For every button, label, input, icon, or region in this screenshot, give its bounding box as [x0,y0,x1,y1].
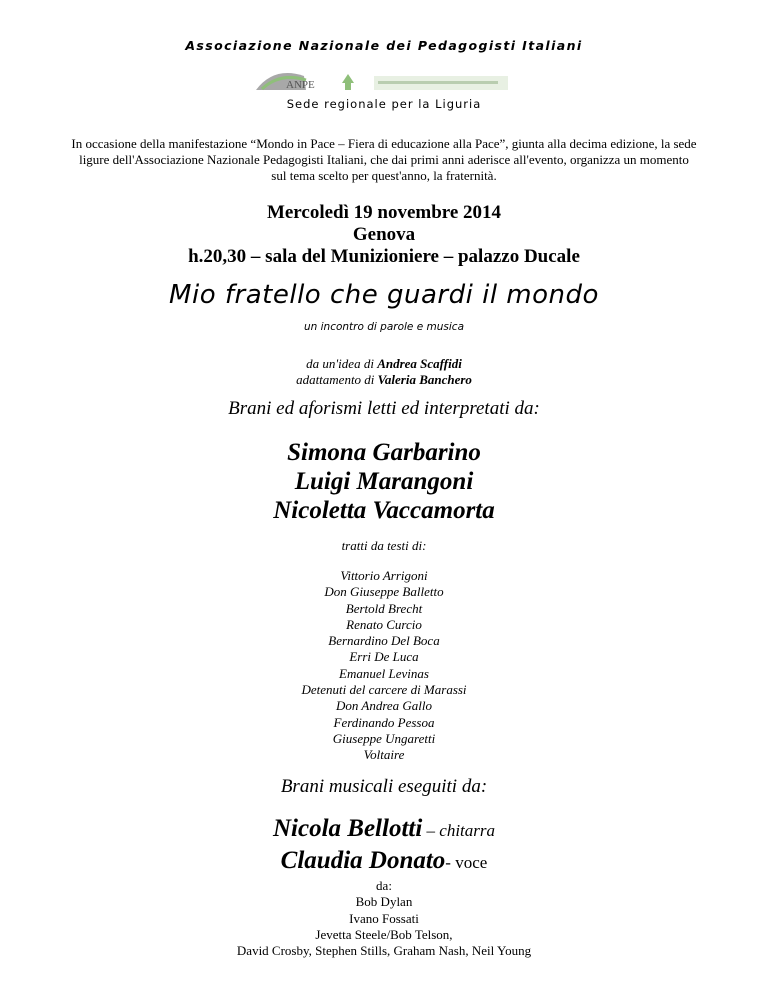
authors-list [0,568,768,764]
music-heading: Brani musicali eseguiti da: [280,776,488,797]
reader-name: Luigi Marangoni [294,468,474,495]
sources-heading: tratti da testi di: [341,538,427,553]
song-artist: David Crosby, Stephen Stills, Graham Nash, Neil Young [236,943,532,959]
author-name: Emanuel Levinas [339,665,429,681]
logo-text: ANPE [286,79,315,91]
song-artist: Jevetta Steele/Bob Telson, [315,926,453,942]
readers-heading: Brani ed aforismi letti ed interpretati da: [228,398,540,419]
credits [0,356,768,388]
event-title: Mio fratello che guardi il mondo [169,280,599,310]
event-date: Mercoledì 19 novembre 2014 [266,202,502,223]
author-name: Don Giuseppe Balletto [324,584,444,600]
songs-heading: da: [376,878,392,893]
adaptation-author: Valeria Banchero [377,372,472,387]
musician-role: - voce [445,853,488,872]
musicians-list [0,814,768,878]
event-details [0,202,768,268]
songs-list [0,878,768,959]
author-name: Giuseppe Ungaretti [332,730,436,746]
author-name: Erri De Luca [349,649,419,665]
idea-line [0,356,768,372]
event-subtitle: un incontro di parole e musica [303,321,465,333]
author-name: Bernardino Del Boca [328,633,440,649]
adaptation-line [0,372,768,388]
readers-list [0,438,768,525]
event-venue: h.20,30 – sala del Munizioniere – palazzo Ducale [188,246,580,267]
musician-name: Claudia Donato [280,847,446,874]
song-artist: Bob Dylan [355,894,413,910]
author-name: Voltaire [363,747,405,763]
author-name: Vittorio Arrigoni [340,568,428,583]
idea-author: Andrea Scaffidi [377,356,462,371]
musician-name: Nicola Bellotti [272,815,423,842]
musician-role: – chitarra [422,821,496,840]
author-name: Ferdinando Pessoa [333,714,435,730]
author-name: Detenuti del carcere di Marassi [301,682,467,698]
intro-paragraph: In occasione della manifestazione “Mondo in Pace – Fiera di educazione alla Pace”, giunta alla decima edizione, la sede ligure dell'Associazione Nazionale Pedagogisti Italiani, che dai primi anni aderisce all'evento, organizza un momento sul tema scelto per quest'anno, la fraternità. [71,136,697,183]
reader-name: Simona Garbarino [287,439,481,466]
reader-name: Nicoletta Vaccamorta [273,497,495,524]
author-name: Renato Curcio [346,616,422,632]
musician-line [0,846,768,878]
idea-prefix: da un'idea di [306,356,378,371]
author-name: Don Andrea Gallo [335,698,433,714]
musician-line [0,814,768,846]
regional-seat: Sede regionale per la Liguria [286,97,482,111]
song-artist: Ivano Fossati [349,910,419,926]
event-city: Genova [352,224,416,245]
author-name: Bertold Brecht [345,600,423,616]
adaptation-prefix: adattamento di [296,372,378,387]
anpe-logo [254,70,514,92]
association-name: Associazione Nazionale dei Pedagogisti Italiani [185,38,583,53]
